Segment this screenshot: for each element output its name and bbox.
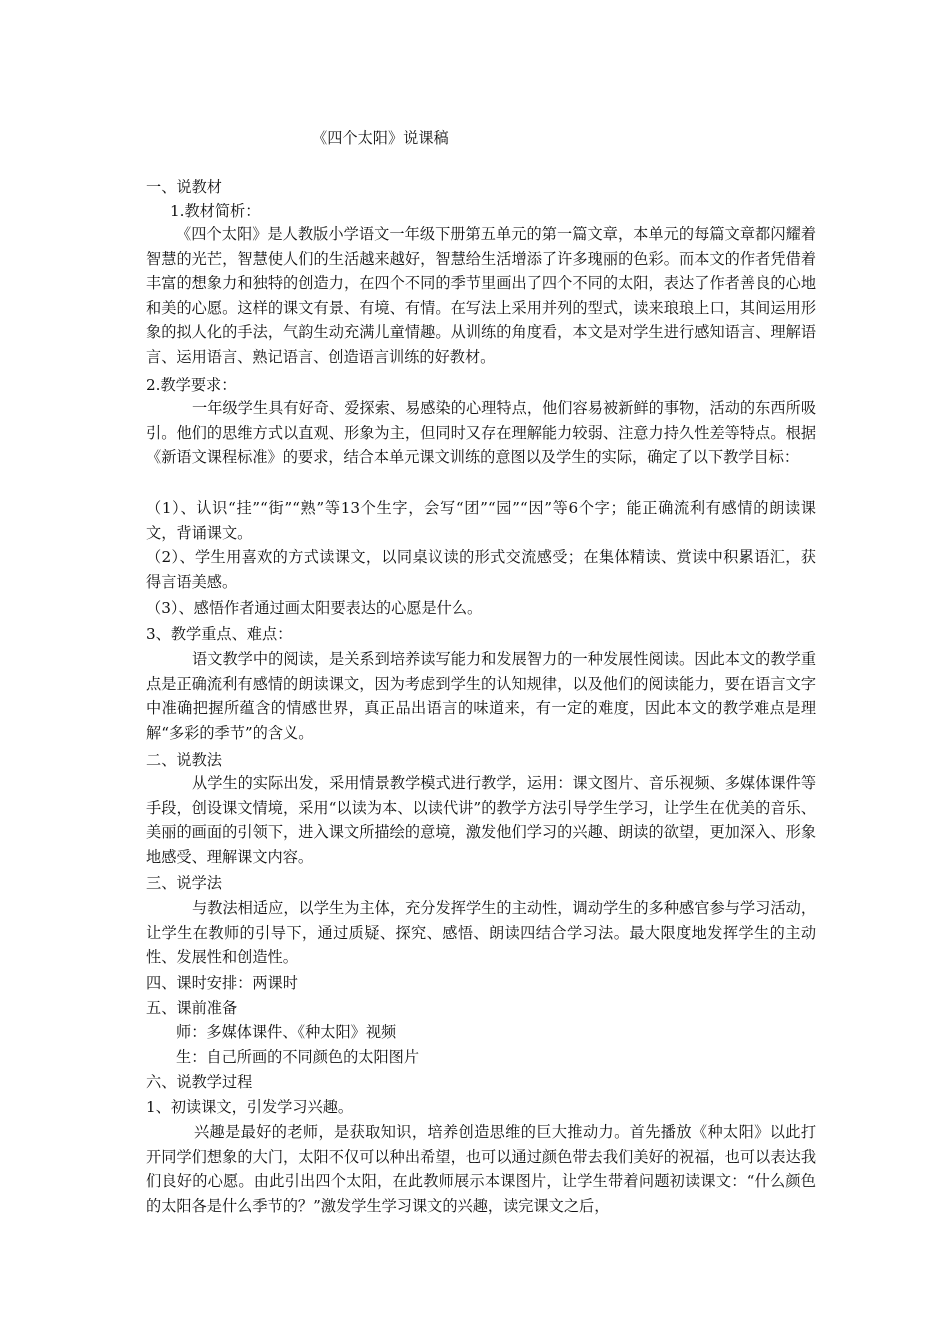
section-heading-teaching-process: 六、说教学过程 (146, 1073, 253, 1091)
section-heading-textbook: 一、说教材 (146, 178, 222, 196)
paragraph-teaching-requirements: 一年级学生具有好奇、爱探索、易感染的心理特点，他们容易被新鲜的事物，活动的东西所吸引。他们的思维方式以直观、形象为主，但同时又存在理解能力较弱、注意力持久性差等特点。根据《新语文课程标准》的要求，结合本单元课文训练的意图以及学生的实际，确定了以下教学目标： (146, 399, 816, 467)
preparation-student: 生：自己所画的不同颜色的太阳图片 (176, 1048, 419, 1066)
paragraph-teaching-method: 从学生的实际出发，采用情景教学模式进行教学，运用：课文图片、音乐视频、多媒体课件等手段，创设课文情境，采用“以读为本、以读代讲”的教学方法引导学生学习，让学生在优美的音乐、美丽的画面的引领下，进入课文所描绘的意境，激发他们学习的兴趣、朗读的欲望，更加深入、形象地感受、理解课文内容。 (146, 774, 816, 866)
section-heading-teaching-method: 二、说教法 (146, 751, 222, 769)
paragraph-first-reading: 兴趣是最好的老师，是获取知识，培养创造思维的巨大推动力。首先播放《种太阳》以此打开同学们想象的大门，太阳不仅可以种出希望，也可以通过颜色带去我们美好的祝福，也可以表达我们良好的心愿。由此引出四个太阳，在此教师展示本课图片，让学生带着问题初读课文：“什么颜色的太阳各是什么季节的？”激发学生学习课文的兴趣，读完课文之后， (146, 1123, 816, 1215)
section-heading-preparation: 五、课前准备 (146, 999, 238, 1017)
subheading-textbook-analysis: 1.教材简析： (170, 202, 261, 220)
section-heading-schedule: 四、课时安排：两课时 (146, 974, 298, 992)
subheading-teaching-requirements: 2.教学要求： (146, 376, 237, 394)
teaching-goal-2: （2）、学生用喜欢的方式读课文，以同桌议读的形式交流感受；在集体精读、赏读中积累语汇，获得言语美感。 (146, 548, 816, 591)
paragraph-key-points: 语文教学中的阅读，是关系到培养读写能力和发展智力的一种发展性阅读。因此本文的教学重点是正确流利有感情的朗读课文，因为考虑到学生的认知规律，以及他们的阅读能力，要在语言文字中准确把握所蕴含的情感世界，真正品出语言的味道来，有一定的难度，因此本文的教学难点是理解“多彩的季节”的含义。 (146, 650, 816, 742)
section-heading-learning-method: 三、说学法 (146, 874, 222, 892)
subheading-key-points: 3、教学重点、难点： (146, 625, 293, 643)
paragraph-textbook-analysis: 《四个太阳》是人教版小学语文一年级下册第五单元的第一篇文章，本单元的每篇文章都闪耀着智慧的光芒，智慧使人们的生活越来越好，智慧给生活增添了许多瑰丽的色彩。而本文的作者凭借着丰富的想象力和独特的创造力，在四个不同的季节里画出了四个不同的太阳，表达了作者善良的心地和美的心愿。这样的课文有景、有境、有情。在写法上采用并列的型式，读来琅琅上口，其间运用形象的拟人化的手法，气韵生动充满儿童情趣。从训练的角度看，本文是对学生进行感知语言、理解语言、运用语言、熟记语言、创造语言训练的好教材。 (146, 225, 816, 366)
step-first-reading: 1、初读课文，引发学习兴趣。 (146, 1098, 354, 1116)
document-title: 《四个太阳》说课稿 (312, 129, 449, 147)
preparation-teacher: 师：多媒体课件、《种太阳》视频 (176, 1023, 397, 1041)
teaching-goal-3: （3）、感悟作者通过画太阳要表达的心愿是什么。 (146, 599, 483, 617)
teaching-goal-1: （1）、认识“挂”“街”“熟”等13个生字，会写“团”“园”“因”等6个字；能正确流利有感情的朗读课文，背诵课文。 (146, 499, 816, 542)
paragraph-learning-method: 与教法相适应，以学生为主体，充分发挥学生的主动性，调动学生的多种感官参与学习活动，让学生在教师的引导下，通过质疑、探究、感悟、朗读四结合学习法。最大限度地发挥学生的主动性、发展性和创造性。 (146, 899, 816, 967)
